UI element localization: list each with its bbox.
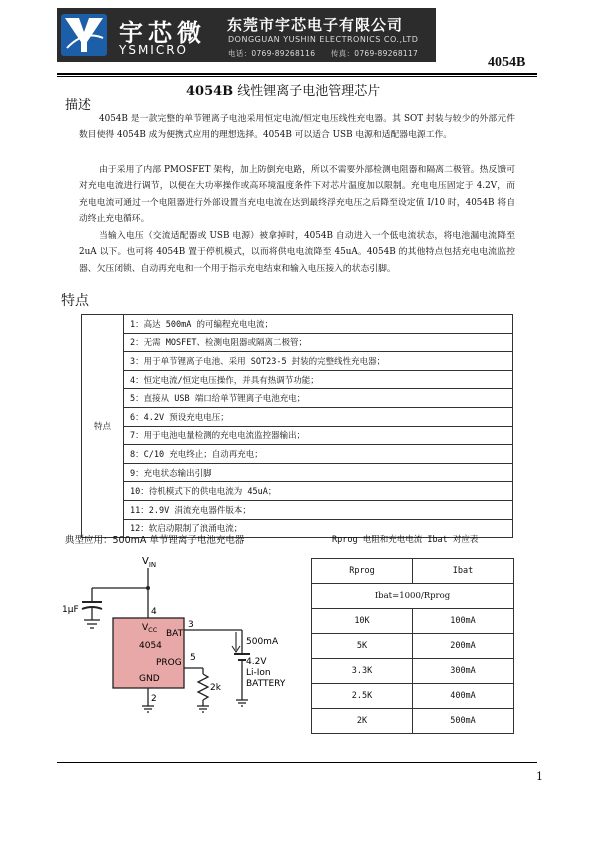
chip-name: 4054 [139,641,162,651]
table-row [82,463,513,482]
features-heading: 特点 [61,293,89,309]
table-row [312,684,514,709]
table-row [82,482,513,501]
brand-name-en: YSMICRO [119,43,189,57]
application-caption: 典型应用：500mA 单节锂离子电池充电器 [65,535,245,546]
company-name-cn: 东莞市宇芯电子有限公司 [227,16,404,34]
table-row [82,500,513,519]
document-title [186,80,380,99]
header-part-number: 4054B [488,55,526,70]
feature-item: 11：2.9V 涓流充电器件版本； [124,500,513,519]
capacitor-value: 1µF [62,605,79,615]
table-header-row [312,559,514,584]
table-row [82,333,513,352]
application-circuit-diagram [60,550,300,720]
rprog-cell: 2K [312,709,413,734]
feature-item: 10：待机模式下的供电电流为 45uA； [124,482,513,501]
pin-4-label: 4 [151,607,157,617]
header-divider [57,73,537,75]
prog-pin-label: PROG [156,658,182,668]
description-paragraph-3: 当输入电压（交流适配器或 USB 电源）被拿掉时，4054B 自动进入一个低电流状态，将电池漏电流降至 2uA 以下。也可将 4054B 置于停机模式，以而将供电电流降至 45uA。4054B 的其他特点包括充电电流监控器、欠压闭锁、自动再充电和一个用于指示充电结束和输入电压接入的状态引脚。 [79,231,515,274]
rprog-table-caption: Rprog 电阻和充电电流 Ibat 对应表 [332,535,479,545]
company-contact: 电话：0769-89268116 传真：0769-89268117 [228,49,419,58]
battery-label: BATTERY [246,679,286,689]
rprog-cell: 5K [312,634,413,659]
table-row [312,609,514,634]
feature-item: 5：直接从 USB 端口给单节锂离子电池充电； [124,389,513,408]
header-banner [57,8,436,62]
rprog-cell: 3.3K [312,659,413,684]
feature-item: 9：充电状态输出引脚 [124,463,513,482]
title-part: 4054B [186,84,234,99]
table-row [82,352,513,371]
table-row [82,315,513,334]
charge-current-label: 500mA [246,637,279,647]
table-row [312,709,514,734]
junction-dot [146,586,150,590]
vin-label: $V_{IN}$ [142,556,157,569]
table-row [312,659,514,684]
feature-item: 1：高达 500mA 的可编程充电电流； [124,315,513,334]
ibat-cell: 300mA [413,659,514,684]
ibat-cell: 500mA [413,709,514,734]
resistor-value: 2k [210,683,221,693]
pin-5-label: 5 [190,653,196,663]
table-row [312,634,514,659]
description-paragraph-1: 4054B 是一款完整的单节锂离子电池采用恒定电流/恒定电压线性充电器。其 SOT 封装与较少的外部元件数目使得 4054B 成为便携式应用的理想选择。4054B 可以适合 USB 电源和适配器电源工作。 [79,114,515,141]
table-row [82,445,513,464]
company-name-en: DONGGUAN YUSHIN ELECTRONICS CO.,LTD [228,35,419,44]
footer-divider [57,762,537,763]
feature-item: 2：无需 MOSFET、检测电阻器或隔离二极管； [124,333,513,352]
features-table [81,314,513,538]
table-row [82,407,513,426]
pin-3-label: 3 [188,620,194,630]
table-row [82,426,513,445]
rprog-cell: 10K [312,609,413,634]
column-header: Rprog [312,559,413,584]
rprog-ibat-table [311,558,514,734]
battery-type: Li-Ion [246,668,271,678]
description-heading: 描述 [65,98,92,113]
ibat-cell: 100mA [413,609,514,634]
gnd-pin-label: GND [139,674,160,684]
page-number: 1 [536,770,543,783]
vcc-label: $V_{CC}$ [142,623,158,634]
feature-item: 6：4.2V 预设充电电压； [124,407,513,426]
feature-item: 7：用于电池电量检测的充电电流监控器输出； [124,426,513,445]
formula-cell: Ibat=1000/Rprog [312,584,514,609]
feature-item: 8：C/10 充电终止；自动再充电； [124,445,513,464]
features-label-cell: 特点 [82,315,124,538]
table-row [82,370,513,389]
column-header: Ibat [413,559,514,584]
table-row [312,584,514,609]
rprog-cell: 2.5K [312,684,413,709]
title-rest: 线性锂离子电池管理芯片 [233,84,381,99]
feature-item: 12：软启动限制了浪涌电流； [124,519,513,538]
feature-item: 4：恒定电流/恒定电压操作，并具有热调节功能； [124,370,513,389]
table-row [82,389,513,408]
pin-2-label: 2 [151,694,157,704]
bat-pin-label: BAT [166,629,184,639]
brand-name-cn: 宇芯微 [119,19,206,47]
resistor-icon [198,674,208,700]
ibat-cell: 400mA [413,684,514,709]
battery-voltage: 4.2V [246,657,267,667]
feature-item: 3：用于单节锂离子电池、采用 SOT23-5 封装的完整线性充电器； [124,352,513,371]
header-divider-thin [57,76,537,77]
logo-mark-icon [57,8,111,62]
description-paragraph-2: 由于采用了内部 PMOSFET 架构，加上防倒充电路，所以不需要外部检测电阻器和隔离二极管。热反馈可对充电电流进行调节，以便在大功率操作或高环境温度条件下对芯片温度加以限制。充电电压固定于 4.2V，而充电电流可通过一个电阻器进行外部设置当充电电流在达到最终浮充电压之后降至设定值 I/10 时，4054B 将自动终止充电循环。 [79,165,515,225]
company-logo [57,8,111,62]
ibat-cell: 200mA [413,634,514,659]
